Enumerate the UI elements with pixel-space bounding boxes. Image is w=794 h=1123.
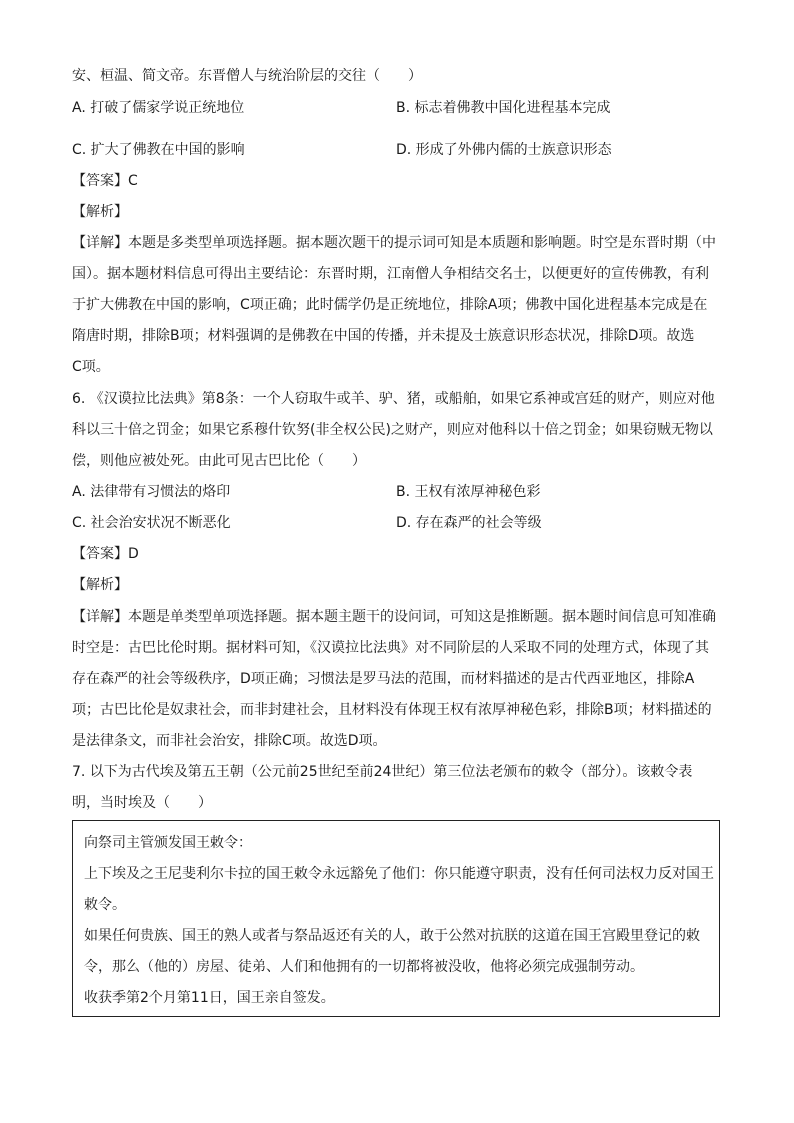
q6-answer: 【答案】D [72,546,139,562]
q5-option-b: B. 标志着佛教中国化进程基本完成 [396,100,611,116]
q6-option-b: B. 王权有浓厚神秘色彩 [396,484,541,500]
q5-answer: 【答案】C [72,173,138,189]
q7-source-line: 向祭司主管颁发国王敕令： [84,835,252,851]
q5-analysis-label: 【解析】 [72,204,128,220]
q6-option-a: A. 法律带有习惯法的烙印 [72,484,231,500]
q6-option-c: C. 社会治安状况不断恶化 [72,515,231,531]
q6-stem-line: 6. 《汉谟拉比法典》第8条：一个人窃取牛或羊、驴、猪，或船舶，如果它系神或宫廷的财产，则应对他 [72,391,715,407]
q6-detail-line: 【详解】本题是单类型单项选择题。据本题主题干的设问词，可知这是推断题。据本题时间信息可知准确 [72,609,716,625]
q7-source-line: 上下埃及之王尼斐利尔卡拉的国王敕令永远豁免了他们：你只能遵守职责，没有任何司法权力反对国王 [84,866,714,882]
q7-source-line: 敕令。 [84,897,126,913]
q7-stem-line: 明，当时埃及（ ） [72,795,212,811]
q5-detail-line: 于扩大佛教在中国的影响，C项正确；此时儒学仍是正统地位，排除A项；佛教中国化进程基本完成是在 [72,297,708,313]
q5-stem: 安、桓温、简文帝。东晋僧人与统治阶层的交往（ ） [72,68,422,84]
q6-detail-line: 时空是：古巴比伦时期。据材料可知，《汉谟拉比法典》对不同阶层的人采取不同的处理方式，体现了其 [72,640,709,656]
q7-source-line: 令，那么（他的）房屋、徒弟、人们和他拥有的一切都将被没收，他将必须完成强制劳动。 [84,959,644,975]
q5-detail-line: 隋唐时期，排除B项；材料强调的是佛教在中国的传播，并未提及士族意识形态状况，排除D项。故选 [72,328,695,344]
q6-detail-line: 项；古巴比伦是奴隶社会，而非封建社会，且材料没有体现王权有浓厚神秘色彩，排除B项；材料描述的 [72,702,712,718]
q7-stem-line: 7. 以下为古代埃及第五王朝（公元前25世纪至前24世纪）第三位法老颁布的敕令（部分）。该敕令表 [72,764,693,780]
q6-option-d: D. 存在森严的社会等级 [396,515,542,531]
q6-detail-line: 存在森严的社会等级秩序，D项正确；习惯法是罗马法的范围，而材料描述的是古代西亚地区，排除A [72,671,695,687]
q6-stem-line: 科以三十倍之罚金；如果它系穆什钦努(非全权公民)之财产，则应对他科以十倍之罚金；如果窃贼无物以 [72,422,713,438]
q5-option-d: D. 形成了外佛内儒的士族意识形态 [396,142,612,158]
q5-detail-line: 国）。据本题材料信息可得出主要结论：东晋时期，江南僧人争相结交名士，以便更好的宣传佛教，有利 [72,266,709,282]
q5-detail-line: C项。 [72,359,110,375]
q7-source-line: 收获季第2个月第11日，国王亲自签发。 [84,990,335,1006]
q7-source-line: 如果任何贵族、国王的熟人或者与祭品返还有关的人，敢于公然对抗朕的这道在国王宫殿里登记的敕 [84,928,700,944]
q5-option-c: C. 扩大了佛教在中国的影响 [72,142,245,158]
q7-source-box [72,820,720,1017]
q6-analysis-label: 【解析】 [72,577,128,593]
q5-option-a: A. 打破了儒家学说正统地位 [72,100,245,116]
q5-detail-line: 【详解】本题是多类型单项选择题。据本题次题干的提示词可知是本质题和影响题。时空是东晋时期（中 [72,235,716,251]
q6-stem-line: 偿，则他应被处死。由此可见古巴比伦（ ） [72,453,366,469]
q6-detail-line: 是法律条文，而非社会治安，排除C项。故选D项。 [72,733,387,749]
